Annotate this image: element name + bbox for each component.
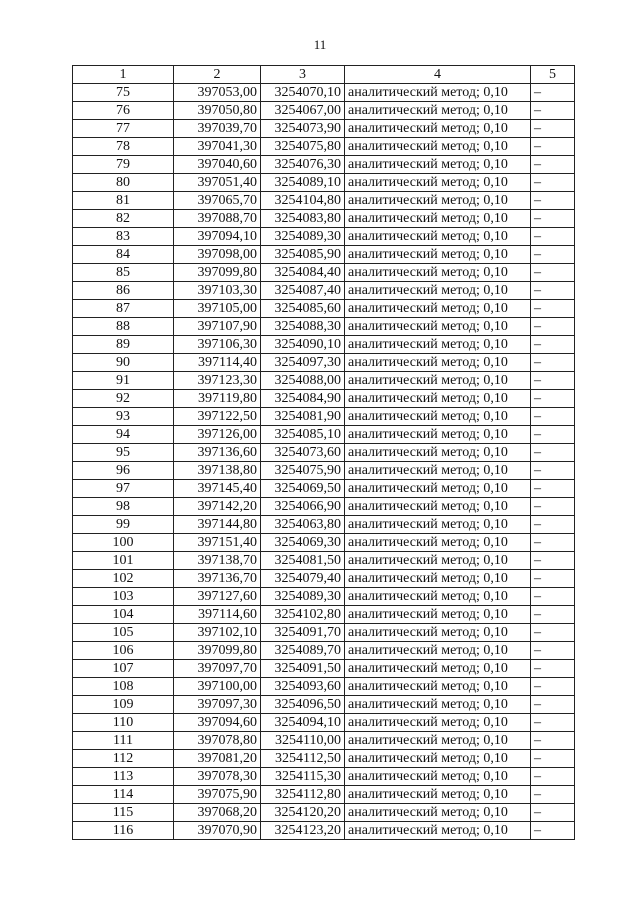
cell-point-number: 114 (73, 786, 174, 804)
cell-point-number: 115 (73, 804, 174, 822)
cell-method-accuracy: аналитический метод; 0,10 (345, 588, 531, 606)
cell-point-number: 113 (73, 768, 174, 786)
cell-description: – (531, 732, 575, 750)
header-cell-description: 5 (531, 66, 575, 84)
cell-description: – (531, 228, 575, 246)
cell-point-number: 79 (73, 156, 174, 174)
cell-x-coordinate: 397102,10 (174, 624, 261, 642)
table-row (73, 606, 575, 624)
table-row (73, 696, 575, 714)
cell-description: – (531, 120, 575, 138)
cell-description: – (531, 462, 575, 480)
cell-x-coordinate: 397051,40 (174, 174, 261, 192)
table-row (73, 336, 575, 354)
cell-y-coordinate: 3254084,40 (261, 264, 345, 282)
cell-y-coordinate: 3254104,80 (261, 192, 345, 210)
table-row (73, 156, 575, 174)
cell-y-coordinate: 3254091,50 (261, 660, 345, 678)
table-row (73, 282, 575, 300)
cell-method-accuracy: аналитический метод; 0,10 (345, 426, 531, 444)
cell-method-accuracy: аналитический метод; 0,10 (345, 336, 531, 354)
cell-description: – (531, 696, 575, 714)
cell-y-coordinate: 3254063,80 (261, 516, 345, 534)
cell-y-coordinate: 3254076,30 (261, 156, 345, 174)
cell-description: – (531, 336, 575, 354)
cell-y-coordinate: 3254091,70 (261, 624, 345, 642)
cell-x-coordinate: 397098,00 (174, 246, 261, 264)
cell-point-number: 89 (73, 336, 174, 354)
cell-point-number: 102 (73, 570, 174, 588)
cell-x-coordinate: 397078,30 (174, 768, 261, 786)
table-row (73, 246, 575, 264)
cell-x-coordinate: 397107,90 (174, 318, 261, 336)
table-row (73, 462, 575, 480)
table-row (73, 318, 575, 336)
cell-method-accuracy: аналитический метод; 0,10 (345, 210, 531, 228)
cell-y-coordinate: 3254069,50 (261, 480, 345, 498)
cell-method-accuracy: аналитический метод; 0,10 (345, 462, 531, 480)
cell-method-accuracy: аналитический метод; 0,10 (345, 714, 531, 732)
cell-description: – (531, 498, 575, 516)
cell-point-number: 107 (73, 660, 174, 678)
table-row (73, 642, 575, 660)
table-row (73, 138, 575, 156)
cell-point-number: 93 (73, 408, 174, 426)
cell-point-number: 90 (73, 354, 174, 372)
cell-method-accuracy: аналитический метод; 0,10 (345, 354, 531, 372)
cell-y-coordinate: 3254093,60 (261, 678, 345, 696)
cell-y-coordinate: 3254075,90 (261, 462, 345, 480)
cell-point-number: 99 (73, 516, 174, 534)
table-row (73, 120, 575, 138)
cell-x-coordinate: 397142,20 (174, 498, 261, 516)
cell-method-accuracy: аналитический метод; 0,10 (345, 750, 531, 768)
cell-method-accuracy: аналитический метод; 0,10 (345, 570, 531, 588)
cell-point-number: 80 (73, 174, 174, 192)
header-cell-x: 2 (174, 66, 261, 84)
table-row (73, 660, 575, 678)
cell-x-coordinate: 397099,80 (174, 264, 261, 282)
cell-point-number: 91 (73, 372, 174, 390)
cell-point-number: 95 (73, 444, 174, 462)
table-body (73, 84, 575, 840)
cell-y-coordinate: 3254120,20 (261, 804, 345, 822)
cell-description: – (531, 282, 575, 300)
cell-method-accuracy: аналитический метод; 0,10 (345, 516, 531, 534)
cell-method-accuracy: аналитический метод; 0,10 (345, 84, 531, 102)
cell-point-number: 87 (73, 300, 174, 318)
cell-point-number: 110 (73, 714, 174, 732)
table-row (73, 354, 575, 372)
table-row (73, 804, 575, 822)
cell-x-coordinate: 397105,00 (174, 300, 261, 318)
cell-point-number: 88 (73, 318, 174, 336)
cell-method-accuracy: аналитический метод; 0,10 (345, 282, 531, 300)
cell-x-coordinate: 397097,70 (174, 660, 261, 678)
cell-description: – (531, 678, 575, 696)
cell-description: – (531, 624, 575, 642)
cell-method-accuracy: аналитический метод; 0,10 (345, 156, 531, 174)
table-row (73, 264, 575, 282)
cell-description: – (531, 804, 575, 822)
cell-description: – (531, 174, 575, 192)
cell-method-accuracy: аналитический метод; 0,10 (345, 318, 531, 336)
cell-description: – (531, 246, 575, 264)
cell-x-coordinate: 397041,30 (174, 138, 261, 156)
cell-x-coordinate: 397094,10 (174, 228, 261, 246)
cell-method-accuracy: аналитический метод; 0,10 (345, 174, 531, 192)
cell-x-coordinate: 397050,80 (174, 102, 261, 120)
cell-x-coordinate: 397075,90 (174, 786, 261, 804)
cell-description: – (531, 444, 575, 462)
cell-y-coordinate: 3254089,30 (261, 588, 345, 606)
table-row (73, 822, 575, 840)
cell-method-accuracy: аналитический метод; 0,10 (345, 192, 531, 210)
cell-description: – (531, 570, 575, 588)
table-row (73, 228, 575, 246)
cell-method-accuracy: аналитический метод; 0,10 (345, 246, 531, 264)
coordinates-table (72, 65, 575, 840)
cell-y-coordinate: 3254088,30 (261, 318, 345, 336)
cell-y-coordinate: 3254066,90 (261, 498, 345, 516)
table-row (73, 426, 575, 444)
cell-description: – (531, 822, 575, 840)
cell-method-accuracy: аналитический метод; 0,10 (345, 390, 531, 408)
cell-description: – (531, 768, 575, 786)
cell-x-coordinate: 397127,60 (174, 588, 261, 606)
cell-description: – (531, 102, 575, 120)
cell-method-accuracy: аналитический метод; 0,10 (345, 822, 531, 840)
cell-description: – (531, 300, 575, 318)
cell-method-accuracy: аналитический метод; 0,10 (345, 138, 531, 156)
table-row (73, 444, 575, 462)
table-row (73, 732, 575, 750)
cell-x-coordinate: 397122,50 (174, 408, 261, 426)
cell-y-coordinate: 3254115,30 (261, 768, 345, 786)
table-row (73, 588, 575, 606)
cell-x-coordinate: 397145,40 (174, 480, 261, 498)
cell-y-coordinate: 3254112,80 (261, 786, 345, 804)
cell-method-accuracy: аналитический метод; 0,10 (345, 228, 531, 246)
table-row (73, 516, 575, 534)
cell-method-accuracy: аналитический метод; 0,10 (345, 624, 531, 642)
table-row (73, 786, 575, 804)
cell-point-number: 82 (73, 210, 174, 228)
cell-y-coordinate: 3254123,20 (261, 822, 345, 840)
table-header-row (73, 66, 575, 84)
cell-y-coordinate: 3254075,80 (261, 138, 345, 156)
cell-point-number: 92 (73, 390, 174, 408)
cell-y-coordinate: 3254069,30 (261, 534, 345, 552)
cell-x-coordinate: 397119,80 (174, 390, 261, 408)
cell-x-coordinate: 397114,40 (174, 354, 261, 372)
cell-point-number: 111 (73, 732, 174, 750)
cell-description: – (531, 606, 575, 624)
cell-point-number: 116 (73, 822, 174, 840)
cell-x-coordinate: 397065,70 (174, 192, 261, 210)
cell-method-accuracy: аналитический метод; 0,10 (345, 768, 531, 786)
cell-point-number: 78 (73, 138, 174, 156)
cell-point-number: 106 (73, 642, 174, 660)
cell-point-number: 96 (73, 462, 174, 480)
cell-method-accuracy: аналитический метод; 0,10 (345, 660, 531, 678)
cell-y-coordinate: 3254110,00 (261, 732, 345, 750)
cell-x-coordinate: 397040,60 (174, 156, 261, 174)
cell-point-number: 97 (73, 480, 174, 498)
cell-point-number: 100 (73, 534, 174, 552)
cell-description: – (531, 408, 575, 426)
cell-method-accuracy: аналитический метод; 0,10 (345, 264, 531, 282)
cell-point-number: 83 (73, 228, 174, 246)
cell-point-number: 103 (73, 588, 174, 606)
cell-point-number: 75 (73, 84, 174, 102)
cell-y-coordinate: 3254102,80 (261, 606, 345, 624)
table-row (73, 624, 575, 642)
cell-description: – (531, 552, 575, 570)
cell-x-coordinate: 397114,60 (174, 606, 261, 624)
cell-method-accuracy: аналитический метод; 0,10 (345, 444, 531, 462)
cell-description: – (531, 390, 575, 408)
header-cell-point: 1 (73, 66, 174, 84)
cell-method-accuracy: аналитический метод; 0,10 (345, 120, 531, 138)
cell-y-coordinate: 3254081,90 (261, 408, 345, 426)
cell-method-accuracy: аналитический метод; 0,10 (345, 498, 531, 516)
cell-y-coordinate: 3254112,50 (261, 750, 345, 768)
cell-y-coordinate: 3254089,70 (261, 642, 345, 660)
table-row (73, 750, 575, 768)
cell-point-number: 94 (73, 426, 174, 444)
table-row (73, 210, 575, 228)
cell-y-coordinate: 3254088,00 (261, 372, 345, 390)
table-row (73, 84, 575, 102)
cell-y-coordinate: 3254096,50 (261, 696, 345, 714)
cell-x-coordinate: 397068,20 (174, 804, 261, 822)
table-row (73, 372, 575, 390)
cell-method-accuracy: аналитический метод; 0,10 (345, 480, 531, 498)
cell-description: – (531, 534, 575, 552)
cell-x-coordinate: 397100,00 (174, 678, 261, 696)
table-row (73, 570, 575, 588)
cell-y-coordinate: 3254073,60 (261, 444, 345, 462)
cell-description: – (531, 714, 575, 732)
cell-x-coordinate: 397123,30 (174, 372, 261, 390)
cell-method-accuracy: аналитический метод; 0,10 (345, 732, 531, 750)
table-row (73, 480, 575, 498)
cell-description: – (531, 660, 575, 678)
cell-y-coordinate: 3254067,00 (261, 102, 345, 120)
cell-description: – (531, 426, 575, 444)
cell-point-number: 77 (73, 120, 174, 138)
cell-y-coordinate: 3254081,50 (261, 552, 345, 570)
cell-description: – (531, 192, 575, 210)
cell-point-number: 85 (73, 264, 174, 282)
cell-x-coordinate: 397053,00 (174, 84, 261, 102)
cell-x-coordinate: 397103,30 (174, 282, 261, 300)
cell-method-accuracy: аналитический метод; 0,10 (345, 804, 531, 822)
cell-method-accuracy: аналитический метод; 0,10 (345, 408, 531, 426)
cell-method-accuracy: аналитический метод; 0,10 (345, 300, 531, 318)
cell-x-coordinate: 397094,60 (174, 714, 261, 732)
table-row (73, 678, 575, 696)
cell-y-coordinate: 3254083,80 (261, 210, 345, 228)
cell-y-coordinate: 3254089,30 (261, 228, 345, 246)
table-row (73, 534, 575, 552)
cell-x-coordinate: 397136,70 (174, 570, 261, 588)
cell-x-coordinate: 397070,90 (174, 822, 261, 840)
cell-y-coordinate: 3254084,90 (261, 390, 345, 408)
cell-description: – (531, 354, 575, 372)
cell-description: – (531, 156, 575, 174)
cell-description: – (531, 372, 575, 390)
cell-method-accuracy: аналитический метод; 0,10 (345, 534, 531, 552)
cell-y-coordinate: 3254087,40 (261, 282, 345, 300)
cell-method-accuracy: аналитический метод; 0,10 (345, 102, 531, 120)
cell-x-coordinate: 397039,70 (174, 120, 261, 138)
cell-y-coordinate: 3254097,30 (261, 354, 345, 372)
cell-x-coordinate: 397144,80 (174, 516, 261, 534)
cell-method-accuracy: аналитический метод; 0,10 (345, 696, 531, 714)
cell-y-coordinate: 3254073,90 (261, 120, 345, 138)
table-row (73, 768, 575, 786)
cell-method-accuracy: аналитический метод; 0,10 (345, 642, 531, 660)
cell-point-number: 84 (73, 246, 174, 264)
cell-point-number: 108 (73, 678, 174, 696)
page-number: 11 (313, 37, 327, 52)
table-row (73, 714, 575, 732)
cell-x-coordinate: 397151,40 (174, 534, 261, 552)
cell-method-accuracy: аналитический метод; 0,10 (345, 552, 531, 570)
cell-y-coordinate: 3254090,10 (261, 336, 345, 354)
table-row (73, 300, 575, 318)
header-cell-method: 4 (345, 66, 531, 84)
cell-x-coordinate: 397099,80 (174, 642, 261, 660)
table-row (73, 192, 575, 210)
header-cell-y: 3 (261, 66, 345, 84)
cell-y-coordinate: 3254079,40 (261, 570, 345, 588)
cell-x-coordinate: 397097,30 (174, 696, 261, 714)
cell-point-number: 112 (73, 750, 174, 768)
table-row (73, 390, 575, 408)
cell-y-coordinate: 3254089,10 (261, 174, 345, 192)
cell-method-accuracy: аналитический метод; 0,10 (345, 606, 531, 624)
cell-description: – (531, 750, 575, 768)
cell-x-coordinate: 397136,60 (174, 444, 261, 462)
cell-x-coordinate: 397088,70 (174, 210, 261, 228)
cell-description: – (531, 138, 575, 156)
cell-point-number: 109 (73, 696, 174, 714)
cell-description: – (531, 786, 575, 804)
cell-method-accuracy: аналитический метод; 0,10 (345, 678, 531, 696)
cell-x-coordinate: 397078,80 (174, 732, 261, 750)
cell-point-number: 86 (73, 282, 174, 300)
cell-y-coordinate: 3254085,60 (261, 300, 345, 318)
cell-description: – (531, 84, 575, 102)
cell-x-coordinate: 397126,00 (174, 426, 261, 444)
cell-point-number: 104 (73, 606, 174, 624)
cell-description: – (531, 264, 575, 282)
cell-point-number: 105 (73, 624, 174, 642)
cell-y-coordinate: 3254085,10 (261, 426, 345, 444)
cell-point-number: 81 (73, 192, 174, 210)
cell-point-number: 76 (73, 102, 174, 120)
cell-description: – (531, 480, 575, 498)
table-row (73, 552, 575, 570)
table-row (73, 174, 575, 192)
table-row (73, 102, 575, 120)
cell-method-accuracy: аналитический метод; 0,10 (345, 786, 531, 804)
cell-y-coordinate: 3254085,90 (261, 246, 345, 264)
cell-description: – (531, 318, 575, 336)
cell-description: – (531, 588, 575, 606)
table-row (73, 408, 575, 426)
cell-description: – (531, 642, 575, 660)
cell-y-coordinate: 3254094,10 (261, 714, 345, 732)
cell-x-coordinate: 397106,30 (174, 336, 261, 354)
cell-x-coordinate: 397138,70 (174, 552, 261, 570)
cell-description: – (531, 516, 575, 534)
cell-x-coordinate: 397138,80 (174, 462, 261, 480)
cell-method-accuracy: аналитический метод; 0,10 (345, 372, 531, 390)
cell-point-number: 101 (73, 552, 174, 570)
cell-x-coordinate: 397081,20 (174, 750, 261, 768)
table-row (73, 498, 575, 516)
cell-y-coordinate: 3254070,10 (261, 84, 345, 102)
cell-description: – (531, 210, 575, 228)
cell-point-number: 98 (73, 498, 174, 516)
